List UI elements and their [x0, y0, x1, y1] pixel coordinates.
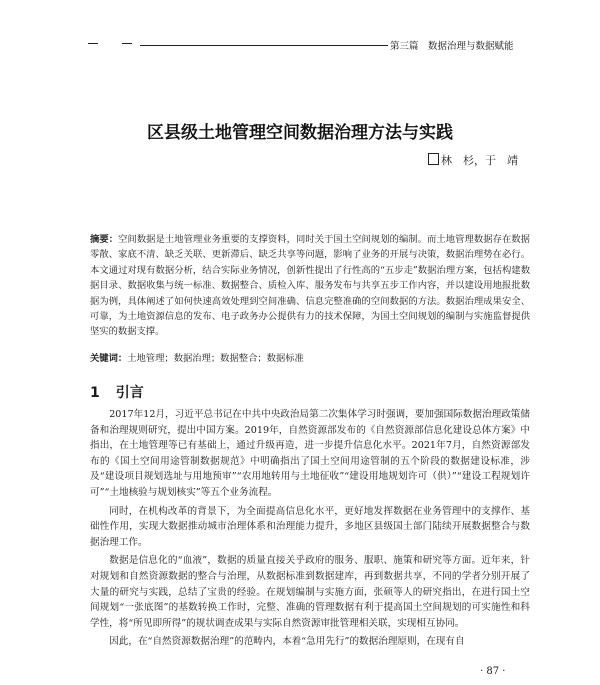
abstract — [90, 232, 530, 340]
paragraph: 因此，在“自然资源数据治理”的范畴内，本着“急用先行”的数据治理原则，在现有自 — [109, 636, 465, 648]
authors-text: 林 杉，于 靖 — [441, 154, 518, 167]
section-title: 引言 — [115, 385, 144, 401]
article-authors — [428, 152, 518, 168]
author-marker-icon — [428, 153, 439, 165]
abstract-label: 摘要： — [90, 234, 119, 245]
keywords-label: 关键词： — [90, 353, 128, 364]
abstract-text: 空间数据是土地管理业务重要的支撑资料，同时关于国土空间规划的编制。而土地管理数据存在数据零散、家底不清、缺乏关联、更新滞后、缺乏共享等问题，影响了业务的开展与决策，数据治理势在必行。本文通过对现有数据分析，结合实际业务情况，创新性提出了行性高的“五步走”数据治理方案，包括构建数据目录、数据收集与统一标准、数据整合、质检入库、服务发布与共享五步工作内容，并以建设用地报批数据为例，具体阐述了如何快速高效处理到空间准确、信息完整准确的空间数据的方法。数据治理成果安全、可靠，为土地资源信息的发布、电子政务办公提供有力的技术保障，为国土空间规划的编制与实施监督提供坚实的数据支撑。 — [90, 234, 530, 338]
section-number: 1 — [90, 385, 100, 401]
article-title: 区县级土地管理空间数据治理方法与实践 — [147, 123, 453, 143]
paragraph: 数据是信息化的“血液”，数据的质量直接关乎政府的服务、服职、施策和研究等方面。近年来，针对规划和自然资源数据的整合与治理，从数据标准到数据建库，再到数据共享，不同的学者分别开展了大量的研究与实践，总结了宝贵的经验。在规划编制与实施方面，张硕等人的研究指出，在进行国土空间规划“一张底图”的基数转换工作时，完整、准确的管理数据有利于提高国土空间规划的可实施性和科学性，将“所见即所得”的规状调查成果与实际自然资源审批管理相关联，实现相互协同。 — [90, 555, 530, 629]
section-heading — [90, 382, 144, 402]
section-body — [90, 407, 530, 653]
header-tick-left — [88, 43, 98, 44]
page-number: · 87 · — [480, 666, 506, 677]
paragraph: 同时，在机构改革的背景下，为全面提高信息化水平，更好地发挥数据在业务管理中的支撑作、基础性作用，实现大数据推动城市治理体系和治理能力提升，多地区县级国土部门陆续开展数据整合与数据治理工作。 — [90, 505, 530, 548]
header-rule — [140, 45, 388, 46]
keywords-text: 土地管理；数据治理；数据整合；数据标准 — [127, 353, 304, 364]
keywords — [90, 350, 530, 364]
header-section-label: 第三篇 数据治理与数据赋能 — [390, 41, 514, 52]
header-tick-mid — [122, 43, 132, 44]
running-header — [0, 38, 600, 52]
paragraph: 2017年12月，习近平总书记在中共中央政治局第二次集体学习时强调，要加强国际数据治理政策储备和治理规则研究，提出中国方案。2019年，自然资源部发布的《自然资源部信息化建设总体方案》中指出，在土地管理等已有基础上，通过升级再造，进一步提升信息化水平。2021年7月，自然资源部发布的《国土空间用途管制数据规范》中明确指出了国土空间用途管制的五个阶段的数据建设标准，涉及“建设项目规划选址与用地预审”“农用地转用与土地征收”“建设用地规划许可（供）”“建设工程规划许可”“土地核验与规划核实”等五个业务流程。 — [90, 409, 530, 498]
